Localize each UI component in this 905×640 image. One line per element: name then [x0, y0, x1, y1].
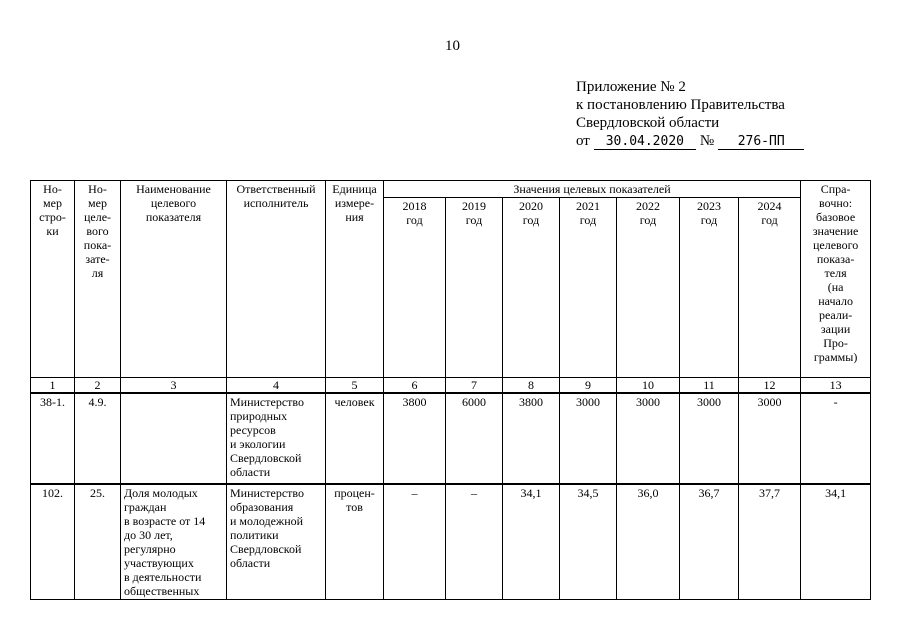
cell-indicator-number: 4.9.: [75, 393, 121, 484]
cell-reference: 34,1: [801, 484, 871, 600]
resolution-number: 276-ПП: [718, 134, 804, 150]
header-reference: Спра- вочно: базовое значение целевого показа- теля (на начало реали- зации Про- граммы): [801, 181, 871, 378]
header-executor: Ответственный исполнитель: [227, 181, 326, 378]
header-year: 2024 год: [739, 198, 801, 378]
cell-executor: Министерство образования и молодежной политики Свердловской области: [227, 484, 326, 600]
cell-value-2022: 3000: [617, 393, 680, 484]
cell-indicator-name: Доля молодых граждан в возрасте от 14 до 30 лет, регулярно участвующих в деятельности общественных: [121, 484, 227, 600]
cell-value-2019: 6000: [446, 393, 503, 484]
appendix-title: Приложение № 2: [576, 79, 686, 95]
header-year: 2019 год: [446, 198, 503, 378]
from-label: от: [576, 133, 590, 149]
cell-value-2018: –: [384, 484, 446, 600]
column-number: 11: [680, 378, 739, 394]
column-number: 3: [121, 378, 227, 394]
target-indicators-table: [30, 180, 871, 600]
table-row: [31, 393, 871, 484]
appendix-resolution: к постановлению Правительства: [576, 97, 785, 113]
header-year: 2022 год: [617, 198, 680, 378]
column-number-row: [31, 378, 871, 394]
table-row: [31, 484, 871, 600]
cell-unit: процен- тов: [326, 484, 384, 600]
cell-row-number: 38-1.: [31, 393, 75, 484]
header-year: 2020 год: [503, 198, 560, 378]
cell-indicator-number: 25.: [75, 484, 121, 600]
cell-value-2018: 3800: [384, 393, 446, 484]
header-values-group: Значения целевых показателей: [384, 181, 801, 198]
column-number: 6: [384, 378, 446, 394]
column-number: 7: [446, 378, 503, 394]
cell-indicator-name: [121, 393, 227, 484]
header-year: 2023 год: [680, 198, 739, 378]
appendix-date-number: [576, 132, 804, 150]
column-number: 4: [227, 378, 326, 394]
cell-value-2021: 3000: [560, 393, 617, 484]
appendix-region: Свердловской области: [576, 115, 720, 131]
column-number: 13: [801, 378, 871, 394]
column-number: 1: [31, 378, 75, 394]
appendix-block: [576, 78, 804, 150]
number-sign: №: [699, 133, 715, 149]
header-indicator-name: Наименование целевого показателя: [121, 181, 227, 378]
header-row-number: Но- мер стро- ки: [31, 181, 75, 378]
cell-value-2020: 34,1: [503, 484, 560, 600]
cell-unit: человек: [326, 393, 384, 484]
column-number: 9: [560, 378, 617, 394]
column-number: 8: [503, 378, 560, 394]
cell-value-2022: 36,0: [617, 484, 680, 600]
header-indicator-number: Но- мер целе- вого пока- зате- ля: [75, 181, 121, 378]
cell-row-number: 102.: [31, 484, 75, 600]
cell-value-2019: –: [446, 484, 503, 600]
column-number: 2: [75, 378, 121, 394]
cell-executor: Министерство природных ресурсов и экологии Свердловской области: [227, 393, 326, 484]
header-year: 2021 год: [560, 198, 617, 378]
cell-value-2024: 3000: [739, 393, 801, 484]
cell-value-2023: 3000: [680, 393, 739, 484]
cell-reference: -: [801, 393, 871, 484]
column-number: 5: [326, 378, 384, 394]
cell-value-2024: 37,7: [739, 484, 801, 600]
header-year: 2018 год: [384, 198, 446, 378]
cell-value-2021: 34,5: [560, 484, 617, 600]
column-number: 12: [739, 378, 801, 394]
cell-value-2023: 36,7: [680, 484, 739, 600]
header-unit: Единица измере- ния: [326, 181, 384, 378]
column-number: 10: [617, 378, 680, 394]
cell-value-2020: 3800: [503, 393, 560, 484]
resolution-date: 30.04.2020: [594, 134, 696, 150]
page-number: 10: [445, 38, 460, 54]
